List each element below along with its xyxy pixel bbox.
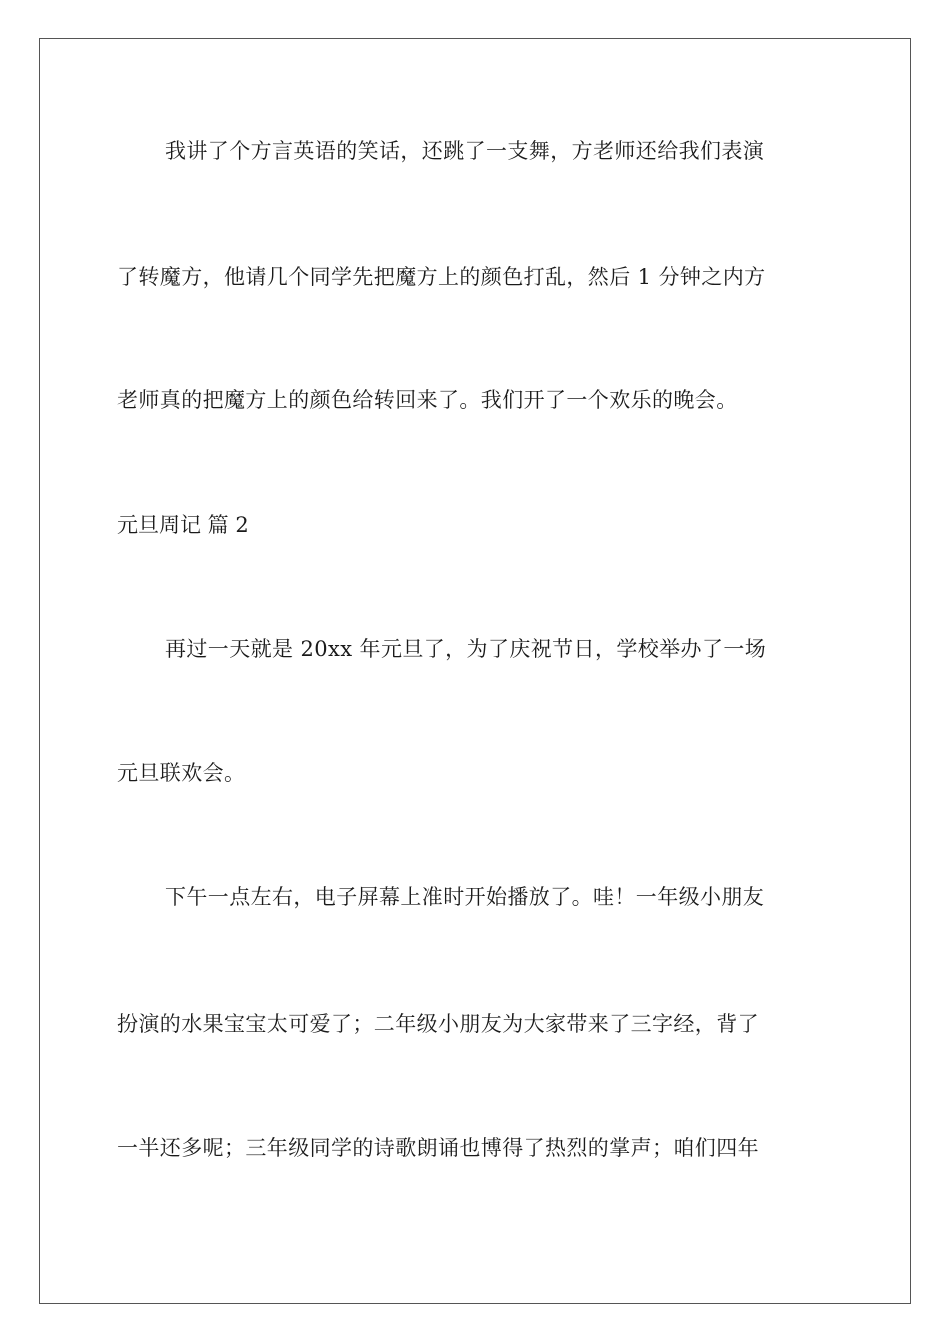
paragraph-3-line-2: 扮演的水果宝宝太可爱了；二年级小朋友为大家带来了三字经，背了 [117,1012,759,1036]
section-heading: 元旦周记 篇 2 [117,513,249,537]
paragraph-1-line-1: 我讲了个方言英语的笑话，还跳了一支舞，方老师还给我们表演 [165,139,765,163]
paragraph-3-line-3: 一半还多呢；三年级同学的诗歌朗诵也博得了热烈的掌声；咱们四年 [117,1136,759,1160]
paragraph-2-line-2: 元旦联欢会。 [117,761,246,785]
paragraph-2-line-1: 再过一天就是 20xx 年元旦了，为了庆祝节日，学校举办了一场 [165,637,767,661]
paragraph-1-line-2: 了转魔方，他请几个同学先把魔方上的颜色打乱，然后 1 分钟之内方 [117,265,766,289]
page-frame [39,38,911,1304]
paragraph-3-line-1: 下午一点左右，电子屏幕上准时开始播放了。哇！一年级小朋友 [165,885,765,909]
paragraph-1-line-3: 老师真的把魔方上的颜色给转回来了。我们开了一个欢乐的晚会。 [117,388,738,412]
